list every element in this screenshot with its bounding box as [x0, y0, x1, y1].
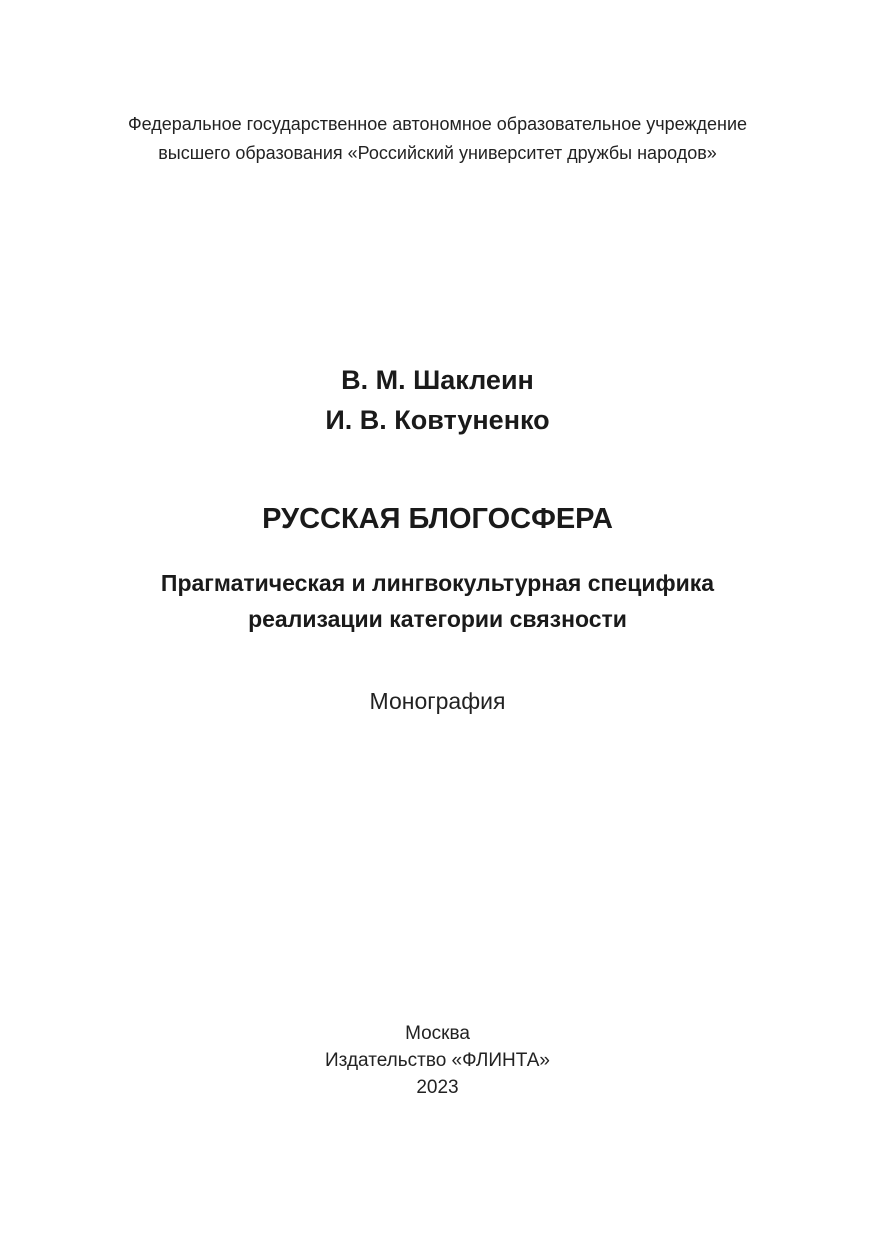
imprint-publisher: Издательство «ФЛИНТА»	[325, 1050, 550, 1071]
author-1: В. М. Шаклеин	[341, 365, 534, 395]
institution-line-2: высшего образования «Российский университет дружбы народов»	[158, 143, 717, 163]
institution-line-1: Федеральное государственное автономное образовательное учреждение	[127, 114, 748, 134]
author-2: И. В. Ковтуненко	[325, 405, 550, 435]
subtitle-line-2: реализации категории связности	[248, 606, 627, 632]
imprint-city: Москва	[405, 1023, 470, 1044]
imprint-year: 2023	[416, 1077, 459, 1098]
subtitle-line-1: Прагматическая и лингвокультурная специфика	[160, 570, 715, 596]
genre-label: Монография	[369, 688, 506, 714]
book-title: РУССКАЯ БЛОГОСФЕРА	[262, 503, 613, 535]
